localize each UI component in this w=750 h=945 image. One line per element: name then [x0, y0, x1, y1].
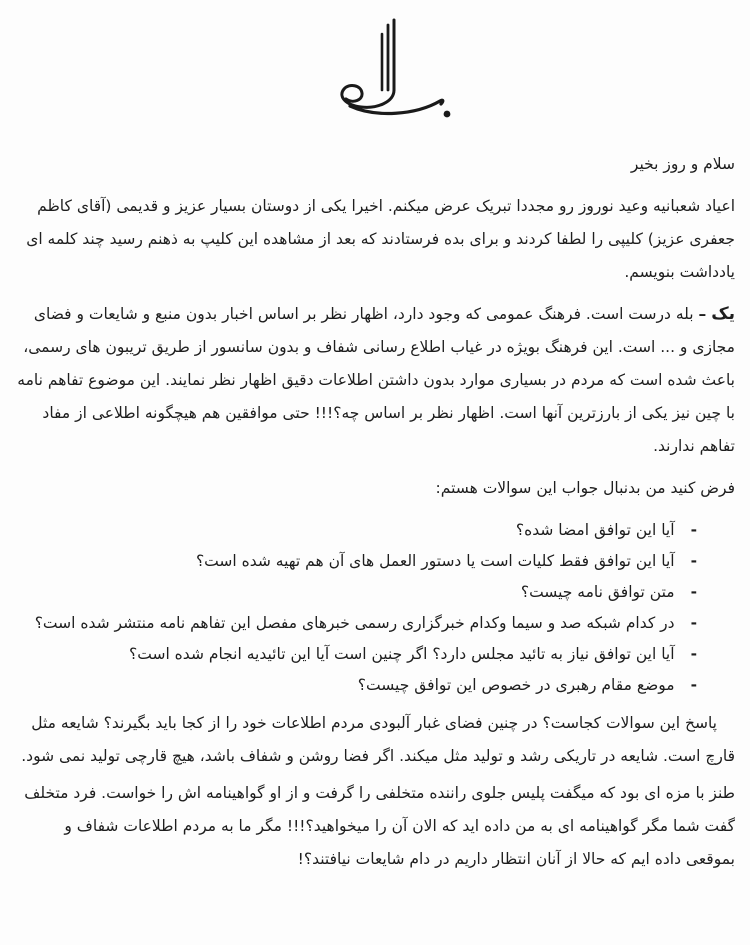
question-text: متن توافق نامه چیست؟: [520, 583, 675, 601]
question-text: موضع مقام رهبری در خصوص این توافق چیست؟: [357, 676, 675, 694]
section-one-dash: –: [698, 305, 707, 323]
section-one-lead: یک: [711, 304, 735, 324]
question-item: [15, 515, 697, 546]
bullet-dash: -: [690, 521, 697, 539]
bullet-dash: -: [690, 614, 697, 632]
question-item: [15, 546, 697, 577]
question-item: [15, 577, 697, 608]
question-list: [15, 515, 735, 701]
joke-paragraph: طنز با مزه ای بود که میگفت پلیس جلوی راننده متخلفی را گرفت و از او گواهینامه اش را خواست. فرد متخلف گفت شما مگر گواهینامه ای به من داده اید که الان آن را میخواهید؟!!! مگر ما به مردم اطلاعات شفاف و بموقعی داده ایم که حالا از آنان انتظار داریم در دام شایعات نیافتند؟!: [24, 784, 735, 868]
bullet-dash: -: [690, 583, 697, 601]
question-item: [15, 670, 697, 701]
question-item: [15, 639, 697, 670]
question-text: آیا این توافق نیاز به تائید مجلس دارد؟ اگر چنین است آیا این تائیدیه انجام شده است؟: [129, 645, 675, 663]
bullet-dash: -: [690, 645, 697, 663]
bullet-dash: -: [690, 552, 697, 570]
answer-paragraph: پاسخ این سوالات کجاست؟ در چنین فضای غبار آلبودی مردم اطلاعات خود را از کجا باید بگیرند؟ شایعه مثل قارچ است. شایعه در تاریکی رشد و تولید مثل میکند. اگر فضا روشن و شفاف باشد، هیچ قارچی تولید نمی شود.: [21, 714, 735, 765]
question-text: آیا این توافق فقط کلیات است یا دستور العمل های آن هم تهیه شده است؟: [195, 552, 675, 570]
question-text: در کدام شبکه صد و سیما وکدام خبرگزاری رسمی خبرهای مفصل این تفاهم نامه منتشر شده است؟: [34, 614, 675, 632]
section-one-body: بله درست است. فرهنگ عمومی که وجود دارد، اظهار نظر بر اساس اخبار بدون منبع و شایعات و فضای مجازی و ... است. این فرهنگ بویژه در غیاب اطلاع رسانی شفاف و بدون سانسور از طریق تریبون های رسمی، باعث شده است که مردم در بسیاری موارد بدون داشتن اطلاعات دقیق اظهار نظر نمایند. این موضوع تفاهم نامه با چین نیز یکی از بارزترین آنها است. اظهار نظر بر اساس چه؟!!! حتی موافقین هم هیچگونه اطلاعی از مفاد تفاهم ندارند.: [17, 305, 735, 455]
intro-paragraph: اعیاد شعبانیه وعید نوروز رو مجددا تبریک عرض میکنم. اخیرا یکی از دوستان بسیار عزیز و قدیمی (آقای کاظم جعفری عزیز) کلیپی را لطفا کردند و برای بده فرستادند که بعد از مشاهده این کلیپ به ذهنم رسید چند کلمه ای یادداشت بنویسم.: [26, 197, 735, 281]
section-one-paragraph: [15, 298, 735, 463]
bullet-dash: -: [690, 676, 697, 694]
questions-intro: فرض کنید من بدنبال جواب این سوالات هستم:: [435, 479, 735, 497]
question-item: [15, 608, 697, 639]
greeting-text: سلام و روز بخیر: [630, 155, 735, 173]
bismillah-calligraphy-icon: [15, 0, 735, 138]
question-text: آیا این توافق امضا شده؟: [515, 521, 675, 539]
